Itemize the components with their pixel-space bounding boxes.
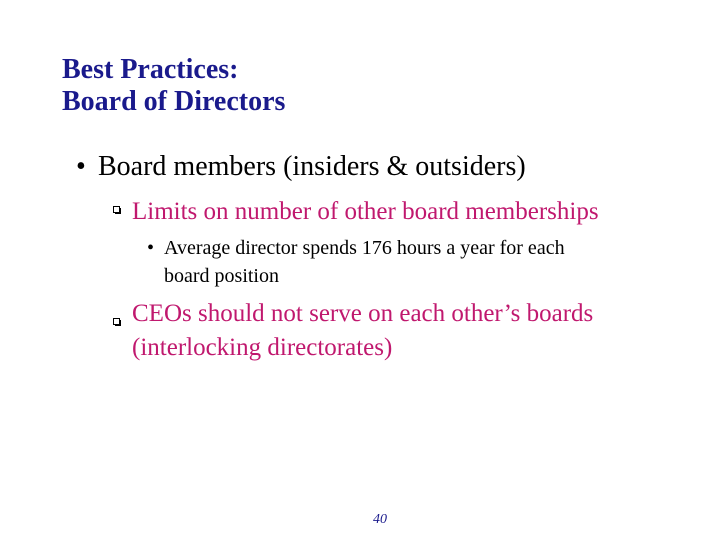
title-line-2: Board of Directors	[62, 86, 286, 117]
page-number: 40	[373, 512, 387, 527]
sub-item-2	[132, 297, 593, 365]
subsub-line-2: board position	[164, 265, 279, 287]
slide-title	[62, 54, 285, 118]
title-line-1: Best Practices:	[62, 54, 239, 85]
bullet-main	[76, 150, 526, 184]
bullet-dot-icon: •	[147, 237, 155, 259]
hollow-square-bullet-icon	[113, 318, 120, 325]
subsub-line-1: Average director spends 176 hours a year for each	[164, 237, 565, 259]
sub-item-1-text: Limits on number of other board memberships	[132, 198, 599, 225]
sub-item-1	[132, 195, 599, 229]
bullet-main-text: Board members (insiders & outsiders)	[98, 151, 526, 182]
subsub-item	[147, 234, 565, 290]
bullet-dot-icon: •	[76, 151, 86, 182]
sub-item-2-line-2: (interlocking directorates)	[132, 334, 393, 361]
sub-item-2-line-1: CEOs should not serve on each other’s boards	[132, 300, 594, 327]
hollow-square-bullet-icon	[113, 206, 120, 213]
